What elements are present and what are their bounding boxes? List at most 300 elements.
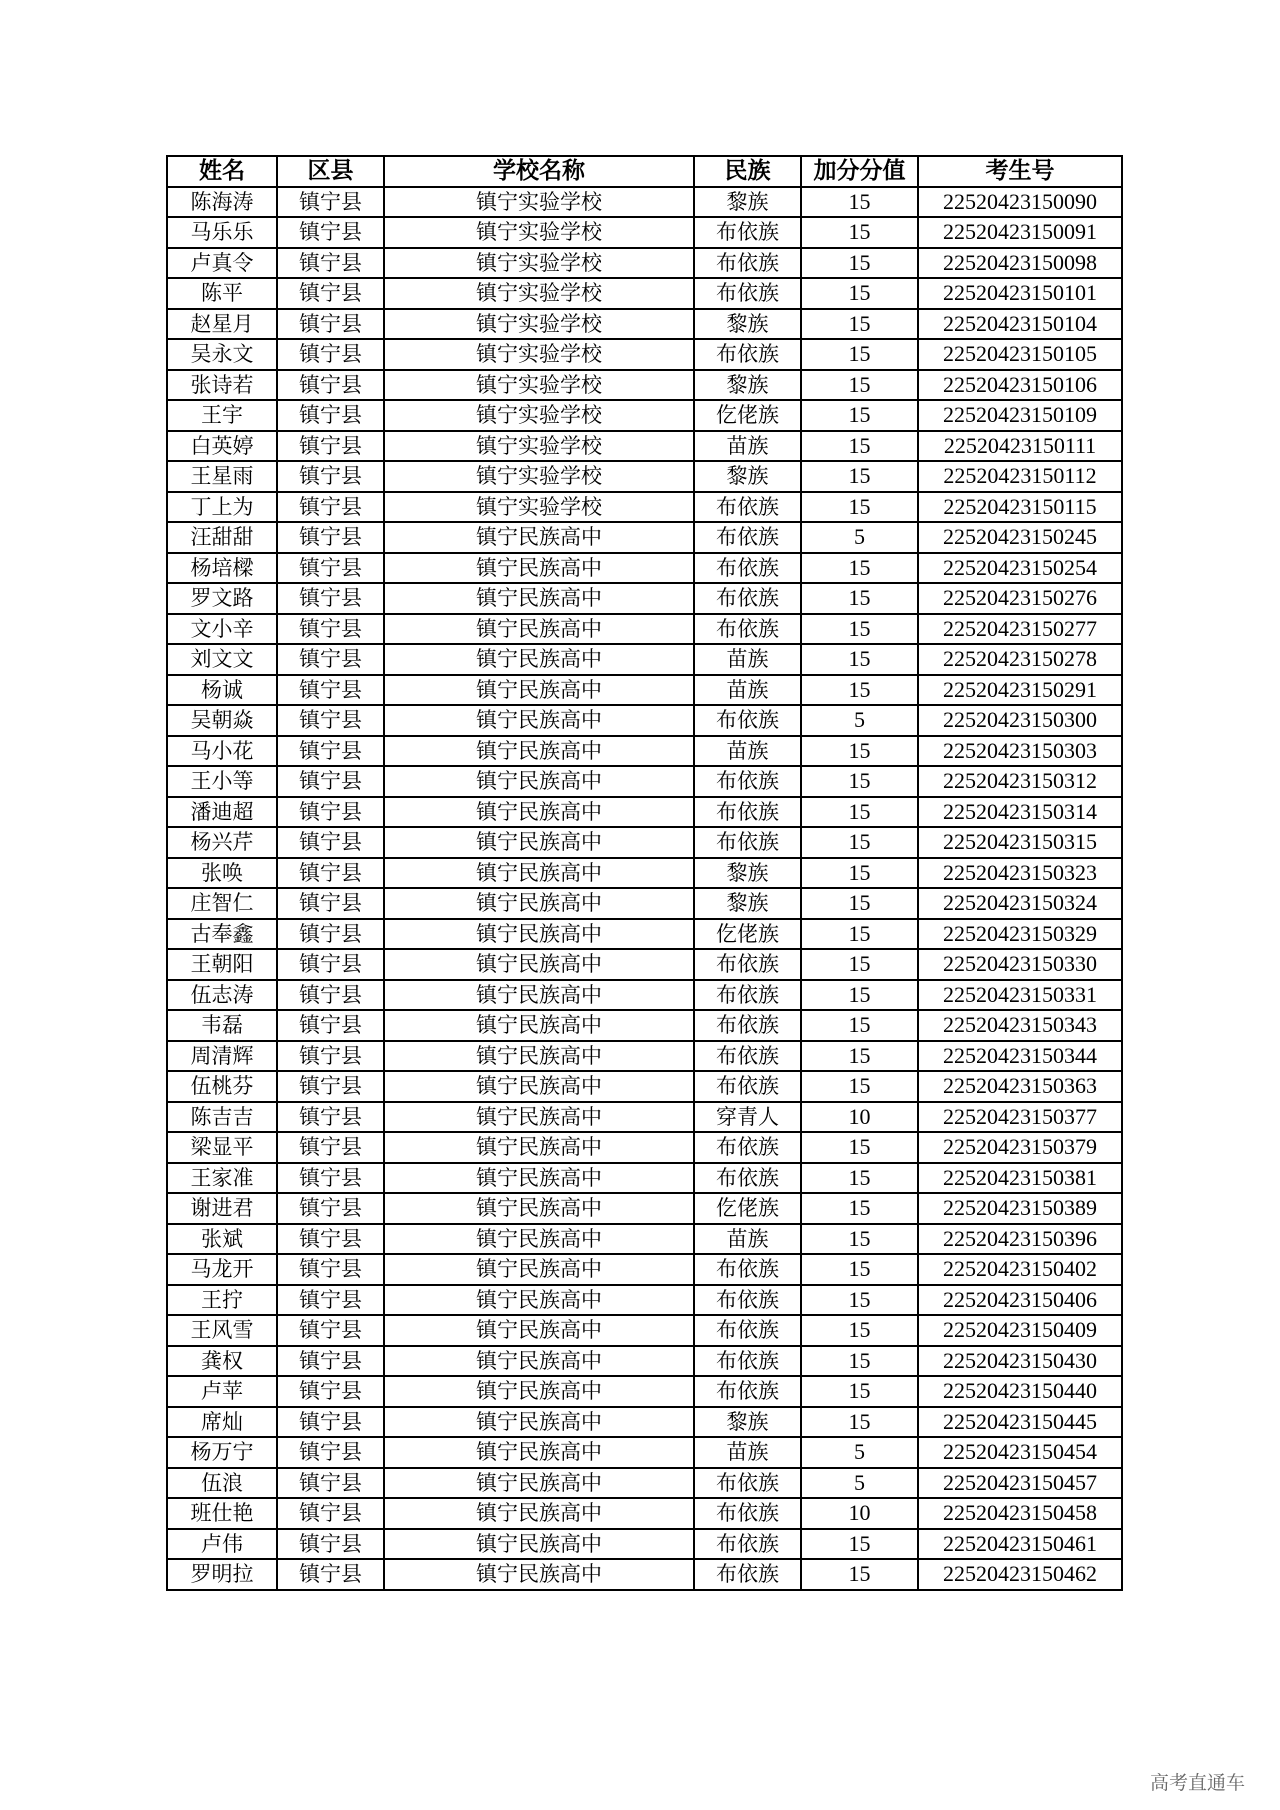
cell-county: 镇宁县 bbox=[277, 919, 384, 950]
cell-name: 杨兴芹 bbox=[167, 827, 277, 858]
cell-bonus: 15 bbox=[801, 1346, 918, 1377]
cell-ethnicity: 布依族 bbox=[694, 339, 801, 370]
table-row bbox=[167, 400, 1122, 431]
cell-county: 镇宁县 bbox=[277, 1315, 384, 1346]
cell-school: 镇宁民族高中 bbox=[384, 614, 694, 645]
cell-county: 镇宁县 bbox=[277, 1498, 384, 1529]
cell-bonus: 15 bbox=[801, 553, 918, 584]
header-bonus: 加分分值 bbox=[801, 156, 918, 187]
cell-name: 席灿 bbox=[167, 1407, 277, 1438]
cell-school: 镇宁民族高中 bbox=[384, 675, 694, 706]
cell-ethnicity: 黎族 bbox=[694, 309, 801, 340]
header-ethnicity: 民族 bbox=[694, 156, 801, 187]
cell-exam-id: 22520423150331 bbox=[918, 980, 1122, 1011]
cell-school: 镇宁民族高中 bbox=[384, 858, 694, 889]
cell-school: 镇宁民族高中 bbox=[384, 1132, 694, 1163]
watermark: 高考直通车 bbox=[1150, 1772, 1246, 1794]
cell-county: 镇宁县 bbox=[277, 1346, 384, 1377]
cell-school: 镇宁实验学校 bbox=[384, 400, 694, 431]
table-row bbox=[167, 980, 1122, 1011]
cell-name: 潘迪超 bbox=[167, 797, 277, 828]
cell-school: 镇宁民族高中 bbox=[384, 644, 694, 675]
cell-ethnicity: 布依族 bbox=[694, 1285, 801, 1316]
cell-county: 镇宁县 bbox=[277, 278, 384, 309]
cell-ethnicity: 布依族 bbox=[694, 614, 801, 645]
cell-school: 镇宁民族高中 bbox=[384, 1224, 694, 1255]
cell-bonus: 15 bbox=[801, 949, 918, 980]
cell-bonus: 15 bbox=[801, 1407, 918, 1438]
cell-ethnicity: 布依族 bbox=[694, 1346, 801, 1377]
cell-exam-id: 22520423150409 bbox=[918, 1315, 1122, 1346]
cell-exam-id: 22520423150462 bbox=[918, 1559, 1122, 1590]
cell-name: 陈平 bbox=[167, 278, 277, 309]
cell-name: 吴永文 bbox=[167, 339, 277, 370]
cell-bonus: 15 bbox=[801, 309, 918, 340]
cell-bonus: 15 bbox=[801, 370, 918, 401]
cell-bonus: 15 bbox=[801, 278, 918, 309]
cell-county: 镇宁县 bbox=[277, 400, 384, 431]
cell-school: 镇宁民族高中 bbox=[384, 980, 694, 1011]
cell-exam-id: 22520423150440 bbox=[918, 1376, 1122, 1407]
table-row bbox=[167, 461, 1122, 492]
cell-county: 镇宁县 bbox=[277, 736, 384, 767]
cell-bonus: 5 bbox=[801, 1437, 918, 1468]
cell-bonus: 15 bbox=[801, 919, 918, 950]
cell-school: 镇宁民族高中 bbox=[384, 827, 694, 858]
cell-exam-id: 22520423150106 bbox=[918, 370, 1122, 401]
cell-exam-id: 22520423150377 bbox=[918, 1102, 1122, 1133]
cell-exam-id: 22520423150101 bbox=[918, 278, 1122, 309]
cell-county: 镇宁县 bbox=[277, 1559, 384, 1590]
cell-name: 白英婷 bbox=[167, 431, 277, 462]
cell-ethnicity: 苗族 bbox=[694, 431, 801, 462]
cell-ethnicity: 布依族 bbox=[694, 278, 801, 309]
cell-bonus: 15 bbox=[801, 431, 918, 462]
cell-bonus: 15 bbox=[801, 1529, 918, 1560]
cell-name: 汪甜甜 bbox=[167, 522, 277, 553]
cell-county: 镇宁县 bbox=[277, 766, 384, 797]
cell-ethnicity: 仡佬族 bbox=[694, 1193, 801, 1224]
cell-name: 马小花 bbox=[167, 736, 277, 767]
cell-ethnicity: 苗族 bbox=[694, 1224, 801, 1255]
cell-ethnicity: 布依族 bbox=[694, 1376, 801, 1407]
table-row bbox=[167, 949, 1122, 980]
table-row bbox=[167, 1498, 1122, 1529]
cell-exam-id: 22520423150396 bbox=[918, 1224, 1122, 1255]
cell-ethnicity: 黎族 bbox=[694, 1407, 801, 1438]
cell-ethnicity: 布依族 bbox=[694, 1071, 801, 1102]
cell-name: 赵星月 bbox=[167, 309, 277, 340]
cell-name: 吴朝焱 bbox=[167, 705, 277, 736]
cell-ethnicity: 布依族 bbox=[694, 1041, 801, 1072]
cell-bonus: 15 bbox=[801, 461, 918, 492]
cell-school: 镇宁实验学校 bbox=[384, 461, 694, 492]
cell-exam-id: 22520423150112 bbox=[918, 461, 1122, 492]
cell-name: 罗明拉 bbox=[167, 1559, 277, 1590]
cell-school: 镇宁民族高中 bbox=[384, 1498, 694, 1529]
table-row bbox=[167, 1102, 1122, 1133]
cell-school: 镇宁民族高中 bbox=[384, 1041, 694, 1072]
cell-school: 镇宁民族高中 bbox=[384, 1559, 694, 1590]
table-row bbox=[167, 217, 1122, 248]
table-row bbox=[167, 1254, 1122, 1285]
cell-school: 镇宁实验学校 bbox=[384, 217, 694, 248]
cell-county: 镇宁县 bbox=[277, 492, 384, 523]
table-row bbox=[167, 675, 1122, 706]
cell-ethnicity: 布依族 bbox=[694, 1468, 801, 1499]
cell-school: 镇宁民族高中 bbox=[384, 919, 694, 950]
cell-exam-id: 22520423150303 bbox=[918, 736, 1122, 767]
cell-county: 镇宁县 bbox=[277, 187, 384, 218]
cell-exam-id: 22520423150090 bbox=[918, 187, 1122, 218]
cell-school: 镇宁民族高中 bbox=[384, 522, 694, 553]
cell-exam-id: 22520423150098 bbox=[918, 248, 1122, 279]
cell-county: 镇宁县 bbox=[277, 553, 384, 584]
cell-exam-id: 22520423150312 bbox=[918, 766, 1122, 797]
header-county: 区县 bbox=[277, 156, 384, 187]
cell-exam-id: 22520423150104 bbox=[918, 309, 1122, 340]
cell-school: 镇宁实验学校 bbox=[384, 187, 694, 218]
cell-name: 古奉鑫 bbox=[167, 919, 277, 950]
table-row bbox=[167, 888, 1122, 919]
cell-name: 王小等 bbox=[167, 766, 277, 797]
cell-exam-id: 22520423150291 bbox=[918, 675, 1122, 706]
cell-ethnicity: 布依族 bbox=[694, 1559, 801, 1590]
cell-school: 镇宁实验学校 bbox=[384, 278, 694, 309]
table-row bbox=[167, 644, 1122, 675]
cell-bonus: 15 bbox=[801, 1132, 918, 1163]
cell-ethnicity: 布依族 bbox=[694, 1315, 801, 1346]
cell-school: 镇宁民族高中 bbox=[384, 1315, 694, 1346]
cell-county: 镇宁县 bbox=[277, 1132, 384, 1163]
cell-name: 班仕艳 bbox=[167, 1498, 277, 1529]
cell-school: 镇宁民族高中 bbox=[384, 797, 694, 828]
table-header-row bbox=[167, 156, 1122, 187]
cell-school: 镇宁民族高中 bbox=[384, 1163, 694, 1194]
cell-ethnicity: 布依族 bbox=[694, 705, 801, 736]
cell-exam-id: 22520423150115 bbox=[918, 492, 1122, 523]
cell-exam-id: 22520423150458 bbox=[918, 1498, 1122, 1529]
cell-ethnicity: 黎族 bbox=[694, 370, 801, 401]
cell-ethnicity: 苗族 bbox=[694, 1437, 801, 1468]
cell-ethnicity: 布依族 bbox=[694, 1529, 801, 1560]
cell-bonus: 15 bbox=[801, 1559, 918, 1590]
cell-school: 镇宁民族高中 bbox=[384, 888, 694, 919]
cell-exam-id: 22520423150314 bbox=[918, 797, 1122, 828]
cell-name: 周清辉 bbox=[167, 1041, 277, 1072]
cell-county: 镇宁县 bbox=[277, 1285, 384, 1316]
cell-bonus: 15 bbox=[801, 1224, 918, 1255]
cell-bonus: 10 bbox=[801, 1498, 918, 1529]
cell-school: 镇宁实验学校 bbox=[384, 492, 694, 523]
cell-name: 卢伟 bbox=[167, 1529, 277, 1560]
cell-school: 镇宁民族高中 bbox=[384, 1102, 694, 1133]
cell-county: 镇宁县 bbox=[277, 461, 384, 492]
table-row bbox=[167, 1315, 1122, 1346]
table-row bbox=[167, 797, 1122, 828]
table-row bbox=[167, 1559, 1122, 1590]
cell-bonus: 15 bbox=[801, 339, 918, 370]
cell-county: 镇宁县 bbox=[277, 1468, 384, 1499]
cell-ethnicity: 穿青人 bbox=[694, 1102, 801, 1133]
cell-school: 镇宁民族高中 bbox=[384, 1468, 694, 1499]
cell-bonus: 15 bbox=[801, 1071, 918, 1102]
cell-exam-id: 22520423150402 bbox=[918, 1254, 1122, 1285]
cell-exam-id: 22520423150461 bbox=[918, 1529, 1122, 1560]
cell-county: 镇宁县 bbox=[277, 1041, 384, 1072]
cell-county: 镇宁县 bbox=[277, 949, 384, 980]
cell-name: 韦磊 bbox=[167, 1010, 277, 1041]
cell-exam-id: 22520423150381 bbox=[918, 1163, 1122, 1194]
cell-bonus: 5 bbox=[801, 705, 918, 736]
cell-exam-id: 22520423150363 bbox=[918, 1071, 1122, 1102]
cell-school: 镇宁民族高中 bbox=[384, 766, 694, 797]
cell-county: 镇宁县 bbox=[277, 797, 384, 828]
cell-name: 王朝阳 bbox=[167, 949, 277, 980]
cell-name: 伍浪 bbox=[167, 1468, 277, 1499]
cell-ethnicity: 黎族 bbox=[694, 888, 801, 919]
cell-exam-id: 22520423150277 bbox=[918, 614, 1122, 645]
cell-bonus: 15 bbox=[801, 1010, 918, 1041]
table-row bbox=[167, 187, 1122, 218]
cell-county: 镇宁县 bbox=[277, 1102, 384, 1133]
cell-ethnicity: 布依族 bbox=[694, 1010, 801, 1041]
table-row bbox=[167, 309, 1122, 340]
cell-name: 龚权 bbox=[167, 1346, 277, 1377]
cell-county: 镇宁县 bbox=[277, 583, 384, 614]
cell-ethnicity: 布依族 bbox=[694, 766, 801, 797]
cell-school: 镇宁民族高中 bbox=[384, 583, 694, 614]
cell-exam-id: 22520423150278 bbox=[918, 644, 1122, 675]
table-row bbox=[167, 583, 1122, 614]
cell-exam-id: 22520423150109 bbox=[918, 400, 1122, 431]
cell-county: 镇宁县 bbox=[277, 705, 384, 736]
cell-county: 镇宁县 bbox=[277, 1010, 384, 1041]
cell-ethnicity: 布依族 bbox=[694, 1254, 801, 1285]
cell-county: 镇宁县 bbox=[277, 217, 384, 248]
header-exam-id: 考生号 bbox=[918, 156, 1122, 187]
cell-name: 陈吉吉 bbox=[167, 1102, 277, 1133]
cell-ethnicity: 黎族 bbox=[694, 461, 801, 492]
cell-school: 镇宁民族高中 bbox=[384, 1285, 694, 1316]
cell-exam-id: 22520423150454 bbox=[918, 1437, 1122, 1468]
cell-bonus: 15 bbox=[801, 1193, 918, 1224]
cell-ethnicity: 布依族 bbox=[694, 522, 801, 553]
cell-county: 镇宁县 bbox=[277, 1376, 384, 1407]
table-row bbox=[167, 705, 1122, 736]
cell-ethnicity: 布依族 bbox=[694, 980, 801, 1011]
cell-bonus: 15 bbox=[801, 492, 918, 523]
cell-bonus: 5 bbox=[801, 522, 918, 553]
table-row bbox=[167, 919, 1122, 950]
table-row bbox=[167, 766, 1122, 797]
cell-name: 刘文文 bbox=[167, 644, 277, 675]
cell-school: 镇宁民族高中 bbox=[384, 736, 694, 767]
cell-school: 镇宁实验学校 bbox=[384, 339, 694, 370]
cell-county: 镇宁县 bbox=[277, 827, 384, 858]
cell-exam-id: 22520423150457 bbox=[918, 1468, 1122, 1499]
cell-name: 王风雪 bbox=[167, 1315, 277, 1346]
cell-ethnicity: 布依族 bbox=[694, 217, 801, 248]
cell-school: 镇宁民族高中 bbox=[384, 553, 694, 584]
cell-bonus: 15 bbox=[801, 766, 918, 797]
cell-ethnicity: 苗族 bbox=[694, 736, 801, 767]
cell-exam-id: 22520423150091 bbox=[918, 217, 1122, 248]
table-row bbox=[167, 1193, 1122, 1224]
table-row bbox=[167, 370, 1122, 401]
cell-name: 伍桃芬 bbox=[167, 1071, 277, 1102]
cell-school: 镇宁民族高中 bbox=[384, 1193, 694, 1224]
table-row bbox=[167, 1468, 1122, 1499]
table-row bbox=[167, 614, 1122, 645]
cell-county: 镇宁县 bbox=[277, 431, 384, 462]
cell-bonus: 10 bbox=[801, 1102, 918, 1133]
cell-name: 王宇 bbox=[167, 400, 277, 431]
cell-bonus: 15 bbox=[801, 1041, 918, 1072]
table-row bbox=[167, 339, 1122, 370]
cell-name: 丁上为 bbox=[167, 492, 277, 523]
cell-ethnicity: 仡佬族 bbox=[694, 919, 801, 950]
table-row bbox=[167, 492, 1122, 523]
table-body bbox=[167, 187, 1122, 1590]
table-row bbox=[167, 1407, 1122, 1438]
cell-name: 文小辛 bbox=[167, 614, 277, 645]
cell-ethnicity: 苗族 bbox=[694, 675, 801, 706]
cell-school: 镇宁民族高中 bbox=[384, 949, 694, 980]
cell-county: 镇宁县 bbox=[277, 1437, 384, 1468]
cell-bonus: 15 bbox=[801, 400, 918, 431]
cell-ethnicity: 布依族 bbox=[694, 1163, 801, 1194]
cell-bonus: 15 bbox=[801, 980, 918, 1011]
cell-exam-id: 22520423150389 bbox=[918, 1193, 1122, 1224]
table-row bbox=[167, 1285, 1122, 1316]
table-row bbox=[167, 553, 1122, 584]
cell-exam-id: 22520423150276 bbox=[918, 583, 1122, 614]
cell-ethnicity: 布依族 bbox=[694, 248, 801, 279]
cell-ethnicity: 布依族 bbox=[694, 1498, 801, 1529]
header-name: 姓名 bbox=[167, 156, 277, 187]
cell-bonus: 15 bbox=[801, 1376, 918, 1407]
table-row bbox=[167, 858, 1122, 889]
cell-bonus: 15 bbox=[801, 888, 918, 919]
cell-county: 镇宁县 bbox=[277, 1163, 384, 1194]
cell-bonus: 15 bbox=[801, 248, 918, 279]
cell-school: 镇宁实验学校 bbox=[384, 370, 694, 401]
cell-school: 镇宁民族高中 bbox=[384, 1376, 694, 1407]
cell-county: 镇宁县 bbox=[277, 675, 384, 706]
cell-name: 王星雨 bbox=[167, 461, 277, 492]
table-row bbox=[167, 1346, 1122, 1377]
cell-county: 镇宁县 bbox=[277, 522, 384, 553]
cell-county: 镇宁县 bbox=[277, 248, 384, 279]
cell-exam-id: 22520423150406 bbox=[918, 1285, 1122, 1316]
cell-county: 镇宁县 bbox=[277, 1071, 384, 1102]
cell-bonus: 15 bbox=[801, 217, 918, 248]
cell-ethnicity: 布依族 bbox=[694, 492, 801, 523]
table-row bbox=[167, 1071, 1122, 1102]
cell-name: 张斌 bbox=[167, 1224, 277, 1255]
table-row bbox=[167, 431, 1122, 462]
cell-name: 罗文路 bbox=[167, 583, 277, 614]
cell-school: 镇宁民族高中 bbox=[384, 1010, 694, 1041]
cell-exam-id: 22520423150315 bbox=[918, 827, 1122, 858]
cell-ethnicity: 布依族 bbox=[694, 797, 801, 828]
cell-school: 镇宁实验学校 bbox=[384, 309, 694, 340]
cell-bonus: 15 bbox=[801, 1315, 918, 1346]
cell-school: 镇宁民族高中 bbox=[384, 1437, 694, 1468]
cell-school: 镇宁民族高中 bbox=[384, 1346, 694, 1377]
cell-exam-id: 22520423150330 bbox=[918, 949, 1122, 980]
table-row bbox=[167, 1437, 1122, 1468]
cell-ethnicity: 黎族 bbox=[694, 187, 801, 218]
cell-name: 陈海涛 bbox=[167, 187, 277, 218]
cell-county: 镇宁县 bbox=[277, 1193, 384, 1224]
cell-exam-id: 22520423150329 bbox=[918, 919, 1122, 950]
cell-county: 镇宁县 bbox=[277, 888, 384, 919]
cell-name: 王拧 bbox=[167, 1285, 277, 1316]
cell-bonus: 15 bbox=[801, 827, 918, 858]
cell-ethnicity: 布依族 bbox=[694, 949, 801, 980]
cell-exam-id: 22520423150445 bbox=[918, 1407, 1122, 1438]
cell-exam-id: 22520423150343 bbox=[918, 1010, 1122, 1041]
cell-ethnicity: 仡佬族 bbox=[694, 400, 801, 431]
table-row bbox=[167, 736, 1122, 767]
table-row bbox=[167, 1224, 1122, 1255]
cell-bonus: 5 bbox=[801, 1468, 918, 1499]
cell-county: 镇宁县 bbox=[277, 370, 384, 401]
cell-bonus: 15 bbox=[801, 614, 918, 645]
cell-county: 镇宁县 bbox=[277, 309, 384, 340]
cell-name: 马龙开 bbox=[167, 1254, 277, 1285]
cell-exam-id: 22520423150245 bbox=[918, 522, 1122, 553]
table-row bbox=[167, 1376, 1122, 1407]
cell-exam-id: 22520423150254 bbox=[918, 553, 1122, 584]
cell-county: 镇宁县 bbox=[277, 1254, 384, 1285]
table-row bbox=[167, 278, 1122, 309]
cell-name: 杨万宁 bbox=[167, 1437, 277, 1468]
cell-school: 镇宁民族高中 bbox=[384, 1254, 694, 1285]
header-school: 学校名称 bbox=[384, 156, 694, 187]
table-row bbox=[167, 248, 1122, 279]
cell-name: 张唤 bbox=[167, 858, 277, 889]
cell-bonus: 15 bbox=[801, 1285, 918, 1316]
table-row bbox=[167, 827, 1122, 858]
cell-school: 镇宁民族高中 bbox=[384, 1407, 694, 1438]
table-row bbox=[167, 1041, 1122, 1072]
cell-exam-id: 22520423150379 bbox=[918, 1132, 1122, 1163]
cell-county: 镇宁县 bbox=[277, 614, 384, 645]
cell-ethnicity: 布依族 bbox=[694, 583, 801, 614]
cell-name: 伍志涛 bbox=[167, 980, 277, 1011]
cell-name: 杨诚 bbox=[167, 675, 277, 706]
cell-bonus: 15 bbox=[801, 675, 918, 706]
cell-bonus: 15 bbox=[801, 583, 918, 614]
cell-ethnicity: 苗族 bbox=[694, 644, 801, 675]
table-row bbox=[167, 1163, 1122, 1194]
cell-bonus: 15 bbox=[801, 1163, 918, 1194]
cell-county: 镇宁县 bbox=[277, 644, 384, 675]
cell-school: 镇宁实验学校 bbox=[384, 248, 694, 279]
cell-ethnicity: 布依族 bbox=[694, 827, 801, 858]
cell-ethnicity: 黎族 bbox=[694, 858, 801, 889]
cell-name: 张诗若 bbox=[167, 370, 277, 401]
cell-name: 王家准 bbox=[167, 1163, 277, 1194]
cell-county: 镇宁县 bbox=[277, 1407, 384, 1438]
cell-school: 镇宁民族高中 bbox=[384, 1529, 694, 1560]
table-row bbox=[167, 1529, 1122, 1560]
cell-name: 马乐乐 bbox=[167, 217, 277, 248]
cell-county: 镇宁县 bbox=[277, 339, 384, 370]
